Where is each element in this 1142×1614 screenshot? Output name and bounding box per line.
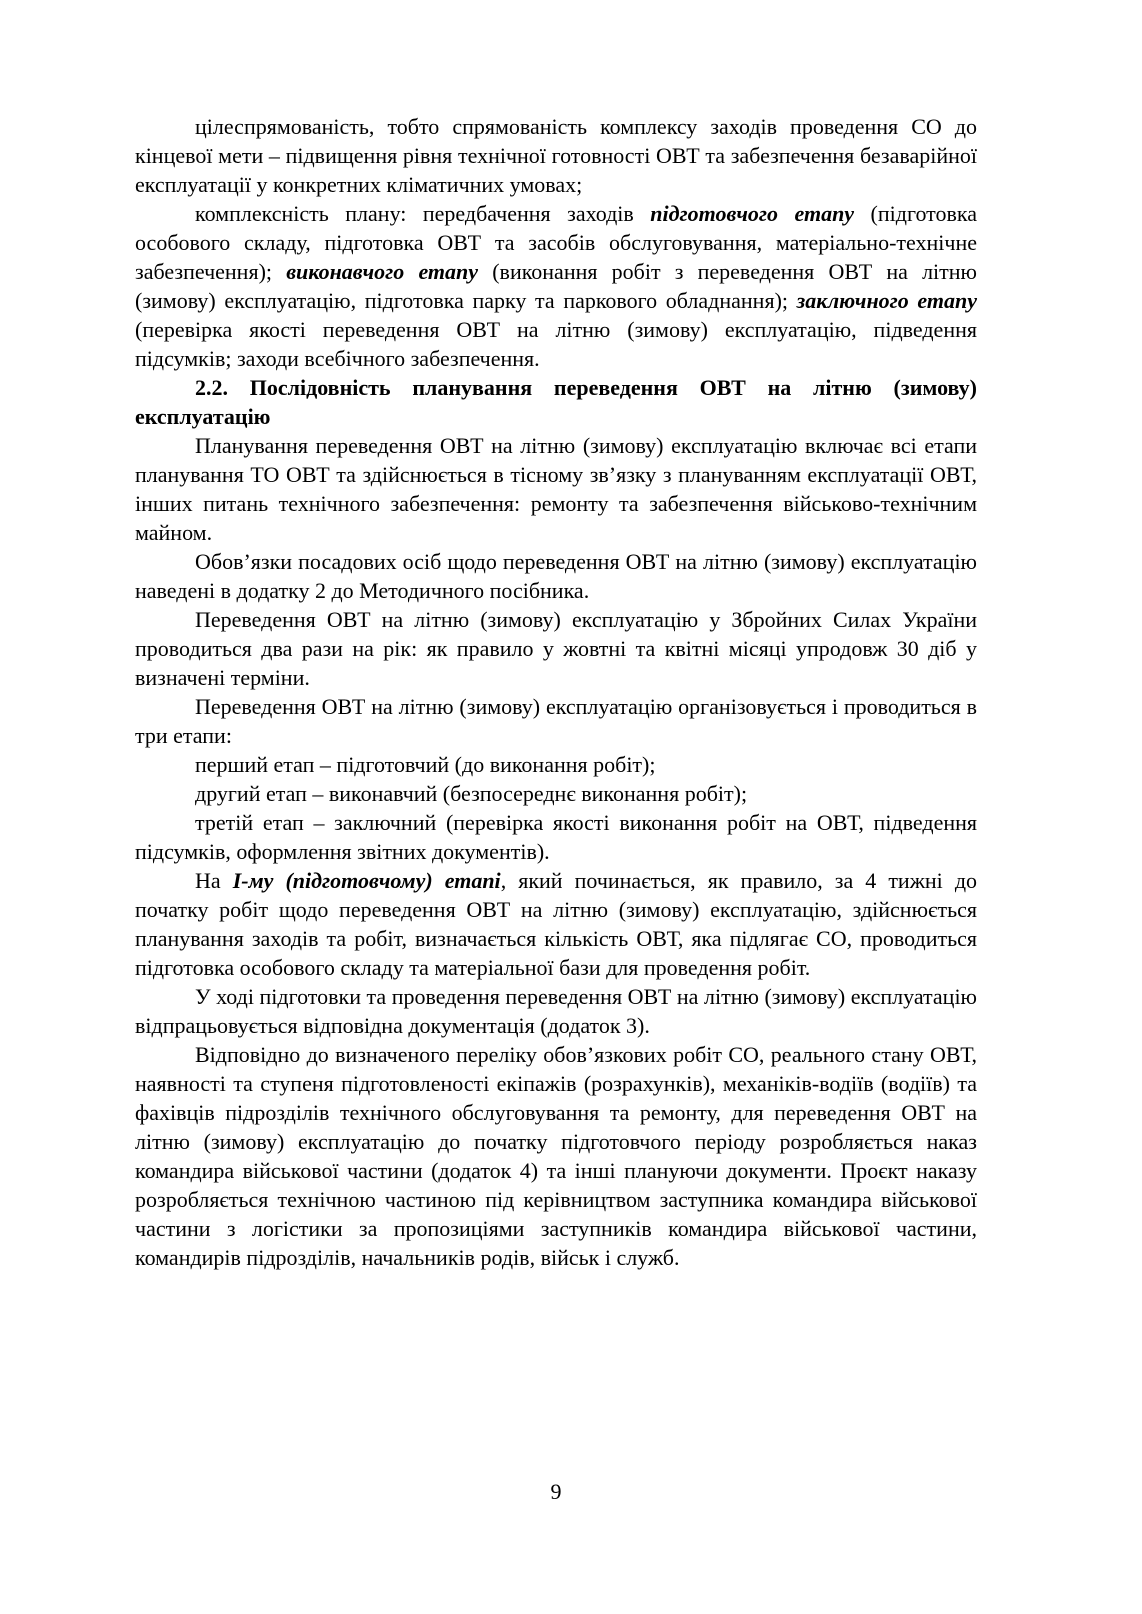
text-run-final-stage: заключного етапу: [796, 288, 977, 313]
text-run-first-stage-term: І-му (підготовчому) етапі: [232, 868, 501, 893]
text-run: , який починається, як правило, за 4 тижні до початку робіт щодо переведення ОВТ на літню (зимову) експлуатацію, здійснюється планування заходів та робіт, визначається кількість ОВТ, яка підлягає СО, проводиться підготовка особового складу та матеріальної бази для проведення робіт.: [135, 868, 978, 980]
text-run: комплексність плану: передбачення заходів: [195, 201, 651, 226]
page-number: 9: [550, 1479, 562, 1504]
paragraph-order-preparation: Відповідно до визначеного переліку обов’язкових робіт СО, реального стану ОВТ, наявності та ступеня підготовленості екіпажів (розрахунків), механіків-водіїв (водіїв) та фахівців підрозділів технічного обслуговування та ремонту, для переведення ОВТ на літню (зимову) експлуатацію до початку підготовчого періоду розробляється наказ командира військової частини (додаток 4) та інші плануючи документи. Проєкт наказу розробляється технічною частиною під керівництвом заступника командира військової частини з логістики за пропозиціями заступників командира військової частини, командирів підрозділів, начальників родів, військ і служб.: [135, 1042, 977, 1270]
text-run: (виконання робіт з переведення ОВТ на літню (зимову) експлуатацію, підготовка парку та паркового обладнання);: [135, 259, 977, 313]
list-item-third-stage: третій етап – заключний (перевірка якості виконання робіт на ОВТ, підведення підсумків, оформлення звітних документів).: [135, 810, 977, 864]
list-item-second-stage: другий етап – виконавчий (безпосереднє виконання робіт);: [195, 781, 748, 806]
paragraph-purposefulness: цілеспрямованість, тобто спрямованість комплексу заходів проведення СО до кінцевої мети – підвищення рівня технічної готовності ОВТ та забезпечення безаварійної експлуатації у конкретних кліматичних умовах;: [135, 114, 977, 197]
paragraph-documentation: У ході підготовки та проведення переведення ОВТ на літню (зимову) експлуатацію відпрацьовується відповідна документація (додаток 3).: [135, 984, 977, 1038]
text-run: На: [195, 868, 233, 893]
paragraph-first-stage-details: [135, 866, 977, 982]
text-run-executive-stage: виконавчого етапу: [286, 259, 479, 284]
paragraph-frequency: Переведення ОВТ на літню (зимову) експлуатацію у Збройних Силах України проводиться два рази на рік: як правило у жовтні та квітні місяці упродовж 30 діб у визначені терміни.: [135, 607, 977, 690]
list-item-first-stage: перший етап – підготовчий (до виконання робіт);: [195, 752, 656, 777]
paragraph-three-stages-intro: Переведення ОВТ на літню (зимову) експлуатацію організовується і проводиться в три етапи:: [135, 694, 977, 748]
text-run: (перевірка якості переведення ОВТ на літню (зимову) експлуатацію, підведення підсумків; заходи всебічного забезпечення.: [135, 317, 977, 371]
text-run: (підготовка особового складу, підготовка ОВТ та засобів обслуговування, матеріально-технічне забезпечення);: [135, 201, 977, 284]
text-run-preparatory-stage: підготовчого етапу: [650, 201, 855, 226]
paragraph-planning-overview: Планування переведення ОВТ на літню (зимову) експлуатацію включає всі етапи планування ТО ОВТ та здійснюється в тісному зв’язку з плануванням експлуатації ОВТ, інших питань технічного забезпечення: ремонту та забезпечення військово-технічним майном.: [135, 433, 977, 545]
paragraph-duties: Обов’язки посадових осіб щодо переведення ОВТ на літню (зимову) експлуатацію наведені в додатку 2 до Методичного посібника.: [135, 549, 977, 603]
paragraph-plan-complexity: [135, 199, 977, 373]
section-heading: 2.2. Послідовність планування переведення ОВТ на літню (зимову) експлуатацію: [135, 375, 977, 429]
